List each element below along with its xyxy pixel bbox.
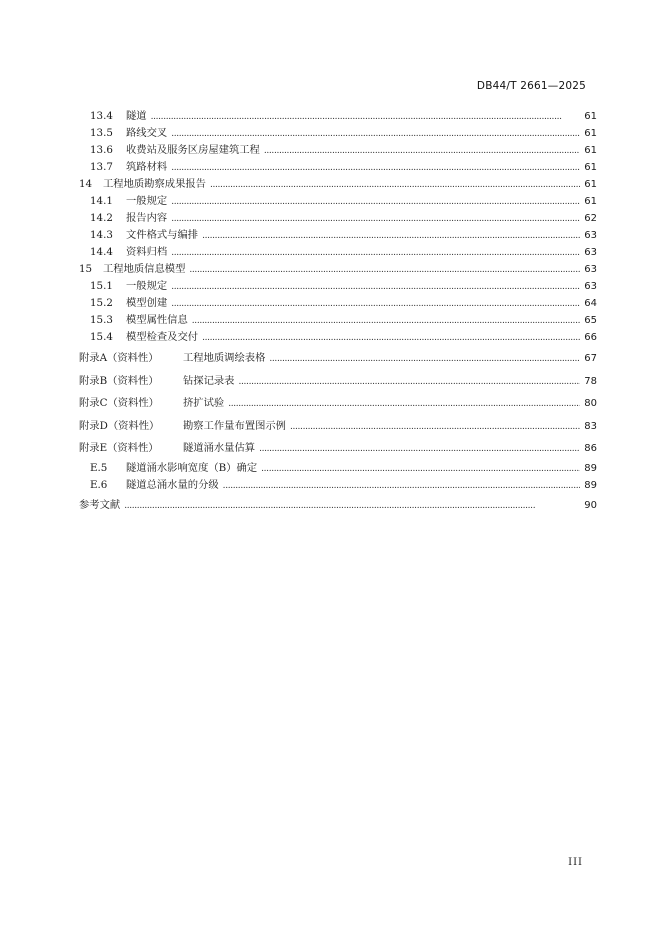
dot-leader bbox=[192, 313, 580, 330]
toc-page: 61 bbox=[584, 128, 597, 139]
toc-number: E.5 bbox=[90, 461, 108, 474]
dot-leader bbox=[189, 262, 580, 279]
toc-page: 61 bbox=[584, 162, 597, 173]
toc-number: 附录C（资料性） bbox=[79, 397, 159, 409]
toc-number: 13.4 bbox=[90, 110, 113, 122]
toc-entry-e-6[interactable] bbox=[79, 477, 597, 494]
toc-title: 文件格式与编排 bbox=[126, 229, 199, 241]
dot-leader bbox=[228, 393, 580, 416]
toc-title: 收费站及服务区房屋建筑工程 bbox=[126, 144, 260, 156]
toc-page: 65 bbox=[584, 315, 597, 326]
toc-page: 66 bbox=[584, 332, 597, 343]
dot-leader bbox=[202, 228, 580, 245]
dot-leader bbox=[124, 495, 580, 518]
toc-entry-appendix-d[interactable] bbox=[79, 415, 597, 438]
toc-number: 附录B（资料性） bbox=[79, 374, 159, 387]
toc-title: 工程地质调绘表格 bbox=[183, 352, 266, 364]
toc-page: 90 bbox=[584, 499, 597, 511]
toc-number: 15.2 bbox=[90, 297, 113, 309]
toc-title: 一般规定 bbox=[126, 195, 168, 207]
toc-number: 14.2 bbox=[90, 212, 113, 224]
toc-number: 附录A（资料性） bbox=[79, 352, 159, 364]
toc-number: 附录D（资料性） bbox=[79, 419, 160, 432]
toc-title: 报告内容 bbox=[126, 212, 168, 224]
toc-page: 63 bbox=[584, 264, 597, 275]
toc-number: E.6 bbox=[90, 478, 108, 491]
toc-number: 15 bbox=[79, 263, 93, 275]
toc-entry-appendix-a[interactable] bbox=[79, 347, 597, 370]
toc-page: 78 bbox=[584, 375, 597, 387]
toc-title: 模型创建 bbox=[126, 297, 168, 309]
toc-entry-15-1[interactable] bbox=[79, 278, 597, 295]
toc-entry-14-2[interactable] bbox=[79, 210, 597, 227]
toc-title: 参考文献 bbox=[79, 498, 121, 511]
toc-title: 隧道涌水量估算 bbox=[183, 442, 256, 454]
toc-title: 一般规定 bbox=[126, 280, 168, 292]
dot-leader bbox=[171, 211, 580, 228]
dot-leader bbox=[223, 478, 580, 495]
toc-number: 14.1 bbox=[90, 195, 113, 207]
toc-entry-appendix-b[interactable] bbox=[79, 370, 597, 393]
toc-title: 勘察工作量布置图示例 bbox=[183, 419, 286, 432]
toc-page: 80 bbox=[584, 398, 597, 409]
toc-title: 路线交叉 bbox=[126, 127, 168, 139]
toc-page: 63 bbox=[584, 281, 597, 292]
toc-entry-15-2[interactable] bbox=[79, 295, 597, 312]
toc-entry-13-6[interactable] bbox=[79, 142, 597, 159]
dot-leader bbox=[171, 245, 580, 262]
dot-leader bbox=[171, 279, 580, 296]
toc-page: 67 bbox=[584, 353, 597, 364]
toc-number: 14.4 bbox=[90, 246, 113, 258]
toc-number: 15.3 bbox=[90, 314, 113, 326]
toc-title: 隧道涌水影响宽度（B）确定 bbox=[126, 461, 258, 474]
toc-page: 61 bbox=[584, 111, 597, 122]
toc-title: 隧道总涌水量的分级 bbox=[126, 478, 219, 491]
toc-title: 隧道 bbox=[126, 110, 147, 122]
toc-entry-e-5[interactable] bbox=[79, 460, 597, 477]
dot-leader bbox=[210, 177, 580, 194]
document-code: DB44/T 2661—2025 bbox=[476, 80, 586, 92]
toc-page: 89 bbox=[584, 479, 597, 491]
toc-title: 钻探记录表 bbox=[183, 374, 235, 387]
toc-number: 13.6 bbox=[90, 144, 113, 156]
toc-number: 附录E（资料性） bbox=[79, 442, 159, 454]
dot-leader bbox=[238, 371, 580, 394]
dot-leader bbox=[259, 438, 580, 461]
dot-leader bbox=[171, 194, 580, 211]
toc-page: 61 bbox=[584, 145, 597, 156]
toc-page: 89 bbox=[584, 462, 597, 474]
toc-entry-13-7[interactable] bbox=[79, 159, 597, 176]
dot-leader bbox=[171, 126, 580, 143]
toc-entry-appendix-c[interactable] bbox=[79, 392, 597, 415]
toc-number: 15.1 bbox=[90, 280, 113, 292]
toc-title: 工程地质信息模型 bbox=[103, 263, 186, 275]
toc-entry-14-3[interactable] bbox=[79, 227, 597, 244]
dot-leader bbox=[269, 348, 580, 371]
toc-page: 63 bbox=[584, 247, 597, 258]
toc-title: 资料归档 bbox=[126, 246, 168, 258]
toc-page: 63 bbox=[584, 230, 597, 241]
toc-entry-14-4[interactable] bbox=[79, 244, 597, 261]
toc-page: 62 bbox=[584, 213, 597, 224]
toc-page: 83 bbox=[584, 420, 597, 432]
toc-number: 14.3 bbox=[90, 229, 113, 241]
toc-entry-15[interactable] bbox=[79, 261, 597, 278]
toc-entry-15-3[interactable] bbox=[79, 312, 597, 329]
toc-entry-13-4[interactable] bbox=[79, 108, 597, 125]
dot-leader bbox=[261, 461, 580, 478]
toc-title: 挤扩试验 bbox=[183, 397, 225, 409]
toc-entry-13-5[interactable] bbox=[79, 125, 597, 142]
toc-entry-14-1[interactable] bbox=[79, 193, 597, 210]
toc-number: 13.7 bbox=[90, 161, 113, 173]
toc-title: 模型检查及交付 bbox=[126, 331, 199, 343]
dot-leader bbox=[202, 330, 580, 347]
toc-entry-14[interactable] bbox=[79, 176, 597, 193]
toc-entry-15-4[interactable] bbox=[79, 329, 597, 346]
dot-leader bbox=[151, 109, 580, 126]
dot-leader bbox=[264, 143, 580, 160]
dot-leader bbox=[290, 416, 580, 439]
dot-leader bbox=[171, 160, 580, 177]
toc-page: 86 bbox=[584, 443, 597, 454]
toc-number: 14 bbox=[79, 178, 93, 190]
page-number: III bbox=[568, 857, 583, 868]
table-of-contents bbox=[79, 108, 597, 516]
toc-entry-appendix-e[interactable] bbox=[79, 437, 597, 460]
toc-page: 61 bbox=[584, 179, 597, 190]
toc-title: 筑路材料 bbox=[126, 161, 168, 173]
toc-page: 64 bbox=[584, 298, 597, 309]
toc-number: 15.4 bbox=[90, 331, 113, 343]
toc-title: 模型属性信息 bbox=[126, 314, 188, 326]
toc-entry-references[interactable] bbox=[79, 494, 597, 517]
toc-title: 工程地质勘察成果报告 bbox=[103, 178, 206, 190]
toc-page: 61 bbox=[584, 196, 597, 207]
dot-leader bbox=[171, 296, 580, 313]
toc-number: 13.5 bbox=[90, 127, 113, 139]
